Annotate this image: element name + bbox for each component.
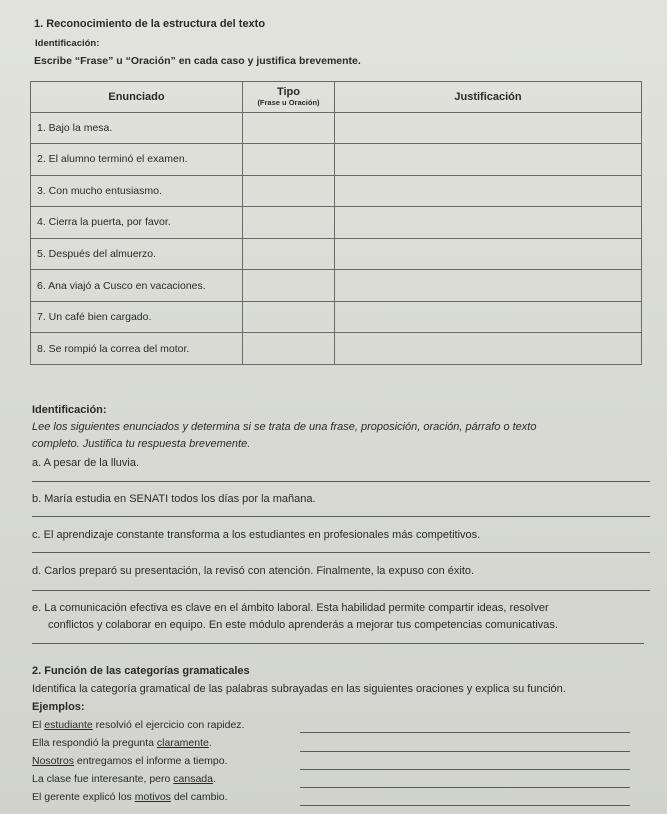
identificacion-title: Identificación: [32,404,107,416]
answer-line-b[interactable] [32,516,650,517]
justificacion-answer-cell[interactable] [335,144,642,176]
header-tipo-sub: (Frase u Oración) [257,98,320,108]
justificacion-answer-cell[interactable] [335,333,642,365]
underlined-word: motivos [134,791,171,803]
enunciado-cell: 6. Ana viajó a Cusco en vacaciones. [31,270,243,302]
example-5: El gerente explicó los motivos del cambio. [32,791,228,803]
example-answer-line-4[interactable] [300,787,630,788]
tipo-answer-cell[interactable] [243,333,335,365]
item-b: b. María estudia en SENATI todos los días por la mañana. [32,493,316,505]
example-answer-line-5[interactable] [300,805,630,806]
justificacion-answer-cell[interactable] [335,270,642,302]
table-row [31,207,642,239]
justificacion-answer-cell[interactable] [335,207,642,239]
examples-label: Ejemplos: [32,701,85,713]
tipo-answer-cell[interactable] [243,270,335,302]
justificacion-answer-cell[interactable] [335,238,642,270]
header-tipo-label: Tipo [276,86,300,99]
justificacion-answer-cell[interactable] [335,112,642,144]
item-e-line-2: conflictos y colaborar en equipo. En este módulo aprenderás a mejorar tus competencias comunicativas. [48,619,558,631]
justificacion-answer-cell[interactable] [335,301,642,333]
example-answer-line-2[interactable] [300,751,630,752]
section-2-title: 2. Función de las categorías gramaticales [32,665,250,677]
underlined-word: cansada [173,773,213,785]
table-row [31,238,642,270]
underlined-word: Nosotros [32,755,75,767]
enunciado-cell: 4. Cierra la puerta, por favor. [31,207,243,239]
answer-line-c[interactable] [32,552,650,553]
identificacion-instruction-2: completo. Justifica tu respuesta brevemente. [32,438,251,450]
underlined-word: claramente [156,737,209,749]
enunciado-cell: 2. El alumno terminó el examen. [31,144,243,176]
enunciado-cell: 1. Bajo la mesa. [31,112,243,144]
table-row [31,175,642,207]
enunciado-cell: 7. Un café bien cargado. [31,301,243,333]
tipo-answer-cell[interactable] [243,207,335,239]
answer-line-a[interactable] [32,481,650,482]
table-instruction: Escribe “Frase” u “Oración” en cada caso y justifica brevemente. [34,55,361,67]
answer-line-e[interactable] [32,643,644,644]
example-4: La clase fue interesante, pero cansada. [32,773,216,785]
header-tipo [243,82,335,113]
table-row [31,333,642,365]
header-justificacion: Justificación [335,82,642,113]
example-2: Ella respondió la pregunta claramente. [32,737,212,749]
section-2-instruction: Identifica la categoría gramatical de las palabras subrayadas en las siguientes oraciones y explica su función. [32,683,566,695]
justificacion-answer-cell[interactable] [335,175,642,207]
header-enunciado: Enunciado [31,82,243,113]
table-row [31,301,642,333]
frase-oracion-table [30,81,642,365]
item-e-line-1: e. La comunicación efectiva es clave en el ámbito laboral. Esta habilidad permite compartir ideas, resolver [32,602,549,614]
tipo-answer-cell[interactable] [243,238,335,270]
enunciado-cell: 5. Después del almuerzo. [31,238,243,270]
table-header-row [31,82,642,113]
table-row [31,112,642,144]
identificacion-instruction-1: Lee los siguientes enunciados y determina si se trata de una frase, proposición, oración, párrafo o texto [32,421,537,433]
tipo-answer-cell[interactable] [243,175,335,207]
enunciado-cell: 8. Se rompió la correa del motor. [31,333,243,365]
underlined-word: estudiante [44,719,93,731]
tipo-answer-cell[interactable] [243,144,335,176]
section-1-title: 1. Reconocimiento de la estructura del texto [34,18,266,30]
item-c: c. El aprendizaje constante transforma a los estudiantes en profesionales más competitivos. [32,529,481,541]
table-row [31,144,642,176]
example-3: Nosotros entregamos el informe a tiempo. [32,755,228,767]
answer-line-d[interactable] [32,590,650,591]
table-row [31,270,642,302]
example-answer-line-3[interactable] [300,769,630,770]
identificacion-label: Identificación: [35,38,100,49]
tipo-answer-cell[interactable] [243,301,335,333]
item-a: a. A pesar de la lluvia. [32,457,140,469]
example-answer-line-1[interactable] [300,732,630,733]
item-d: d. Carlos preparó su presentación, la revisó con atención. Finalmente, la expuso con éxito. [32,565,475,577]
enunciado-cell: 3. Con mucho entusiasmo. [31,175,243,207]
tipo-answer-cell[interactable] [243,112,335,144]
example-1: El estudiante resolvió el ejercicio con rapidez. [32,719,245,731]
